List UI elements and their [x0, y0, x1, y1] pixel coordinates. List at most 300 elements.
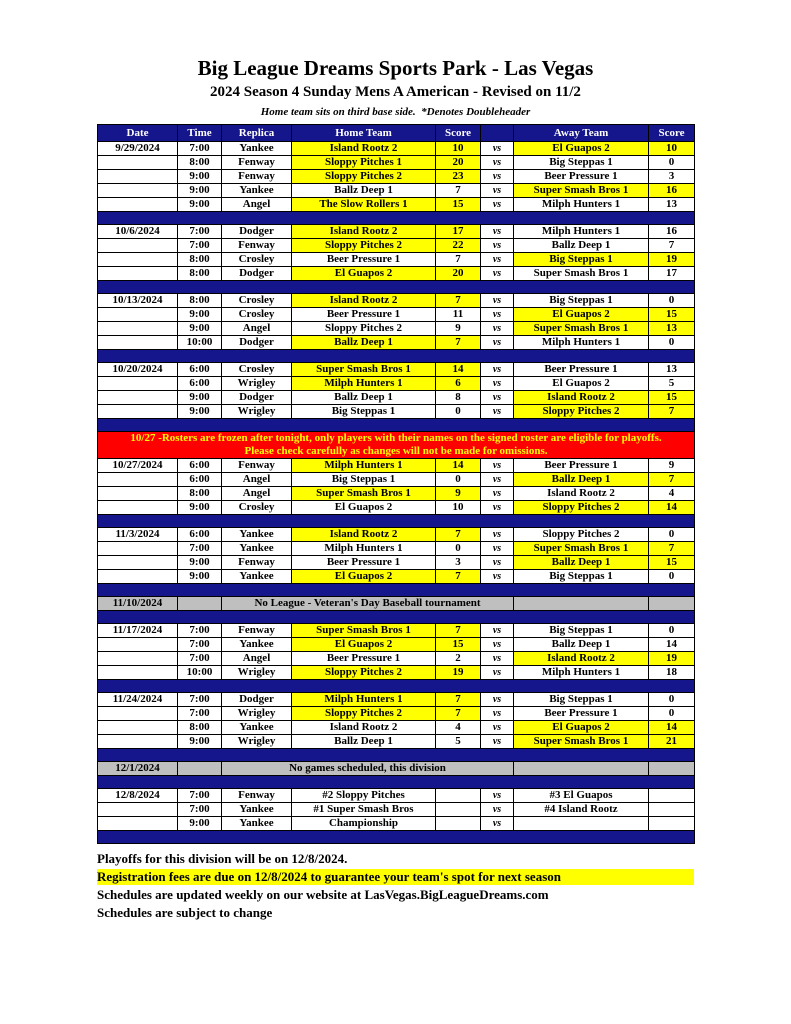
away-score: [649, 803, 695, 817]
away-team: Beer Pressure 1: [514, 707, 649, 721]
game-date: [98, 239, 178, 253]
game-replica: Fenway: [222, 459, 292, 473]
away-score: 0: [649, 528, 695, 542]
home-score: 7: [436, 570, 481, 584]
game-row: [98, 336, 695, 350]
vs-label: vs: [481, 142, 514, 156]
game-time: 7:00: [178, 789, 222, 803]
divider-bar: [98, 611, 695, 624]
roster-freeze-line1: 10/27 -Rosters are frozen after tonight, only players with their names on the signed roster are eligible for playoffs.: [130, 432, 662, 444]
home-score: 5: [436, 735, 481, 749]
divider-bar: [98, 281, 695, 294]
away-score: 15: [649, 308, 695, 322]
home-team: El Guapos 2: [292, 570, 436, 584]
home-score: 7: [436, 294, 481, 308]
section-divider: [98, 419, 695, 432]
game-row: [98, 170, 695, 184]
game-replica: Yankee: [222, 528, 292, 542]
home-score: [436, 817, 481, 831]
section-divider: [98, 212, 695, 225]
game-time: 7:00: [178, 142, 222, 156]
game-time: 9:00: [178, 405, 222, 419]
vs-label: vs: [481, 693, 514, 707]
col-header-score: Score: [436, 125, 481, 142]
vs-label: vs: [481, 501, 514, 515]
game-replica: Dodger: [222, 267, 292, 281]
game-date: [98, 666, 178, 680]
away-score: 0: [649, 294, 695, 308]
home-team: Milph Hunters 1: [292, 693, 436, 707]
away-team: Big Steppas 1: [514, 624, 649, 638]
home-team: The Slow Rollers 1: [292, 198, 436, 212]
game-date: [98, 184, 178, 198]
game-replica: Crosley: [222, 294, 292, 308]
away-team: El Guapos 2: [514, 308, 649, 322]
game-row: [98, 735, 695, 749]
home-score: 7: [436, 693, 481, 707]
home-team: Championship: [292, 817, 436, 831]
vs-label: vs: [481, 624, 514, 638]
away-score: 15: [649, 391, 695, 405]
page-title: Big League Dreams Sports Park - Las Vegas: [197, 56, 594, 80]
game-replica: Dodger: [222, 336, 292, 350]
game-row: [98, 405, 695, 419]
game-date: [98, 570, 178, 584]
section-divider: [98, 776, 695, 789]
away-score: 13: [649, 363, 695, 377]
game-replica: Dodger: [222, 693, 292, 707]
away-score: 5: [649, 377, 695, 391]
home-team: Milph Hunters 1: [292, 542, 436, 556]
game-replica: Dodger: [222, 391, 292, 405]
game-row: [98, 652, 695, 666]
home-score: 20: [436, 267, 481, 281]
game-row: [98, 693, 695, 707]
home-team: El Guapos 2: [292, 267, 436, 281]
home-score: 23: [436, 170, 481, 184]
home-team: Sloppy Pitches 2: [292, 666, 436, 680]
game-time: 9:00: [178, 322, 222, 336]
game-date: [98, 267, 178, 281]
section-divider: [98, 680, 695, 693]
game-time: 8:00: [178, 253, 222, 267]
game-replica: Dodger: [222, 225, 292, 239]
away-team: Island Rootz 2: [514, 652, 649, 666]
home-score: 3: [436, 556, 481, 570]
home-score: 22: [436, 239, 481, 253]
vs-label: vs: [481, 253, 514, 267]
game-row: [98, 638, 695, 652]
game-time: 6:00: [178, 377, 222, 391]
away-team: El Guapos 2: [514, 142, 649, 156]
away-team: Big Steppas 1: [514, 253, 649, 267]
game-date: [98, 405, 178, 419]
away-team: Milph Hunters 1: [514, 336, 649, 350]
vs-label: vs: [481, 652, 514, 666]
home-team: Beer Pressure 1: [292, 308, 436, 322]
away-score: 0: [649, 336, 695, 350]
game-replica: Yankee: [222, 817, 292, 831]
game-replica: Yankee: [222, 638, 292, 652]
game-row: [98, 225, 695, 239]
game-replica: Yankee: [222, 142, 292, 156]
divider-bar: [98, 350, 695, 363]
away-team: Big Steppas 1: [514, 294, 649, 308]
section-divider: [98, 350, 695, 363]
home-score: 9: [436, 322, 481, 336]
away-team: Beer Pressure 1: [514, 170, 649, 184]
game-time: 7:00: [178, 803, 222, 817]
home-team: #2 Sloppy Pitches: [292, 789, 436, 803]
game-time: 7:00: [178, 225, 222, 239]
website-note: Schedules are updated weekly on our website at LasVegas.BigLeagueDreams.com: [97, 887, 549, 902]
away-score: 0: [649, 624, 695, 638]
home-score: 4: [436, 721, 481, 735]
game-time: 7:00: [178, 652, 222, 666]
vs-label: vs: [481, 363, 514, 377]
vs-label: vs: [481, 377, 514, 391]
notice-away-cell: [514, 597, 649, 611]
section-divider: [98, 515, 695, 528]
away-team: Super Smash Bros 1: [514, 322, 649, 336]
game-replica: Fenway: [222, 789, 292, 803]
game-time: 6:00: [178, 473, 222, 487]
away-team: Milph Hunters 1: [514, 198, 649, 212]
game-time: 8:00: [178, 156, 222, 170]
home-team: Island Rootz 2: [292, 721, 436, 735]
vs-label: vs: [481, 198, 514, 212]
game-row: [98, 570, 695, 584]
away-team: [514, 817, 649, 831]
game-date: [98, 253, 178, 267]
home-score: 8: [436, 391, 481, 405]
vs-label: vs: [481, 570, 514, 584]
notice-row: [98, 597, 695, 611]
game-date: [98, 542, 178, 556]
notice-score-cell: [649, 597, 695, 611]
home-score: 15: [436, 638, 481, 652]
home-team: Sloppy Pitches 2: [292, 707, 436, 721]
vs-label: vs: [481, 817, 514, 831]
game-replica: Wrigley: [222, 377, 292, 391]
game-time: 8:00: [178, 294, 222, 308]
away-score: 7: [649, 405, 695, 419]
home-score: 0: [436, 405, 481, 419]
game-row: [98, 721, 695, 735]
vs-label: vs: [481, 322, 514, 336]
game-replica: Wrigley: [222, 707, 292, 721]
col-header-away-team: Away Team: [514, 125, 649, 142]
away-score: 17: [649, 267, 695, 281]
game-time: 9:00: [178, 308, 222, 322]
game-date: [98, 336, 178, 350]
home-team: Sloppy Pitches 2: [292, 170, 436, 184]
game-time: 9:00: [178, 570, 222, 584]
home-score: 20: [436, 156, 481, 170]
game-row: [98, 666, 695, 680]
home-team: Ballz Deep 1: [292, 735, 436, 749]
game-time: 6:00: [178, 528, 222, 542]
game-time: 10:00: [178, 336, 222, 350]
game-time: 9:00: [178, 501, 222, 515]
game-time: 9:00: [178, 817, 222, 831]
game-date: [98, 198, 178, 212]
vs-label: vs: [481, 735, 514, 749]
home-score: 10: [436, 142, 481, 156]
vs-label: vs: [481, 336, 514, 350]
game-time: 9:00: [178, 198, 222, 212]
away-team: Super Smash Bros 1: [514, 542, 649, 556]
home-team: El Guapos 2: [292, 501, 436, 515]
away-score: [649, 817, 695, 831]
notice-text: No games scheduled, this division: [222, 762, 514, 776]
game-row: [98, 322, 695, 336]
home-team: Big Steppas 1: [292, 405, 436, 419]
away-score: 10: [649, 142, 695, 156]
section-divider: [98, 749, 695, 762]
home-team: #1 Super Smash Bros: [292, 803, 436, 817]
home-score: [436, 803, 481, 817]
game-date: [98, 501, 178, 515]
game-time: 8:00: [178, 487, 222, 501]
vs-label: vs: [481, 405, 514, 419]
home-team: Island Rootz 2: [292, 142, 436, 156]
home-score: 15: [436, 198, 481, 212]
home-team: Beer Pressure 1: [292, 652, 436, 666]
home-team: Island Rootz 2: [292, 528, 436, 542]
game-row: [98, 528, 695, 542]
notice-time-cell: [178, 762, 222, 776]
vs-label: vs: [481, 294, 514, 308]
game-row: [98, 789, 695, 803]
game-date: [98, 473, 178, 487]
away-score: 16: [649, 225, 695, 239]
vs-label: vs: [481, 721, 514, 735]
game-time: 8:00: [178, 267, 222, 281]
home-team: Beer Pressure 1: [292, 556, 436, 570]
home-score: 6: [436, 377, 481, 391]
away-score: [649, 789, 695, 803]
game-date: 10/6/2024: [98, 225, 178, 239]
home-score: 9: [436, 487, 481, 501]
home-team: Super Smash Bros 1: [292, 487, 436, 501]
game-replica: Yankee: [222, 184, 292, 198]
away-score: 0: [649, 707, 695, 721]
away-team: Ballz Deep 1: [514, 239, 649, 253]
away-score: 21: [649, 735, 695, 749]
home-team: Island Rootz 2: [292, 225, 436, 239]
col-header-replica: Replica: [222, 125, 292, 142]
game-date: [98, 652, 178, 666]
away-score: 18: [649, 666, 695, 680]
game-time: 7:00: [178, 542, 222, 556]
game-time: 6:00: [178, 363, 222, 377]
away-score: 7: [649, 542, 695, 556]
schedule-table-body: [98, 142, 695, 844]
notice-date: 11/10/2024: [98, 597, 178, 611]
home-team: Island Rootz 2: [292, 294, 436, 308]
away-team: #3 El Guapos: [514, 789, 649, 803]
game-time: 9:00: [178, 391, 222, 405]
game-replica: Fenway: [222, 170, 292, 184]
game-replica: Angel: [222, 473, 292, 487]
game-row: [98, 487, 695, 501]
game-date: 10/13/2024: [98, 294, 178, 308]
game-row: [98, 459, 695, 473]
home-score: 10: [436, 501, 481, 515]
game-replica: Angel: [222, 198, 292, 212]
away-score: 7: [649, 239, 695, 253]
game-date: 10/20/2024: [98, 363, 178, 377]
home-score: 7: [436, 253, 481, 267]
playoffs-note: Playoffs for this division will be on 12/8/2024.: [97, 851, 348, 866]
game-row: [98, 198, 695, 212]
game-row: [98, 239, 695, 253]
game-row: [98, 142, 695, 156]
vs-label: vs: [481, 487, 514, 501]
home-score: 7: [436, 707, 481, 721]
away-score: 4: [649, 487, 695, 501]
col-header-date: Date: [98, 125, 178, 142]
vs-label: vs: [481, 267, 514, 281]
vs-label: vs: [481, 556, 514, 570]
away-score: 14: [649, 638, 695, 652]
away-team: Ballz Deep 1: [514, 638, 649, 652]
game-row: [98, 308, 695, 322]
game-row: [98, 501, 695, 515]
away-score: 13: [649, 198, 695, 212]
home-team: Big Steppas 1: [292, 473, 436, 487]
roster-freeze-banner: [98, 432, 695, 459]
section-divider: [98, 281, 695, 294]
game-replica: Fenway: [222, 556, 292, 570]
away-score: 16: [649, 184, 695, 198]
home-team: Ballz Deep 1: [292, 184, 436, 198]
vs-label: vs: [481, 184, 514, 198]
vs-label: vs: [481, 638, 514, 652]
game-date: [98, 170, 178, 184]
notice-date: 12/1/2024: [98, 762, 178, 776]
game-date: [98, 721, 178, 735]
game-replica: Crosley: [222, 363, 292, 377]
game-replica: Crosley: [222, 253, 292, 267]
away-team: Beer Pressure 1: [514, 459, 649, 473]
home-team: Super Smash Bros 1: [292, 624, 436, 638]
game-row: [98, 184, 695, 198]
away-team: Sloppy Pitches 2: [514, 405, 649, 419]
game-replica: Yankee: [222, 721, 292, 735]
away-team: Big Steppas 1: [514, 693, 649, 707]
game-replica: Wrigley: [222, 666, 292, 680]
away-team: El Guapos 2: [514, 377, 649, 391]
vs-label: vs: [481, 391, 514, 405]
game-date: 11/24/2024: [98, 693, 178, 707]
game-replica: Yankee: [222, 542, 292, 556]
home-team: Super Smash Bros 1: [292, 363, 436, 377]
game-date: [98, 556, 178, 570]
game-row: [98, 817, 695, 831]
page-footer: [97, 851, 694, 921]
game-row: [98, 267, 695, 281]
game-replica: Wrigley: [222, 735, 292, 749]
subject-to-change-note: Schedules are subject to change: [97, 905, 273, 920]
game-time: 7:00: [178, 707, 222, 721]
away-team: Island Rootz 2: [514, 487, 649, 501]
page-subtitle: 2024 Season 4 Sunday Mens A American - Revised on 11/2: [210, 84, 581, 100]
game-row: [98, 556, 695, 570]
away-score: 0: [649, 693, 695, 707]
divider-bar: [98, 831, 695, 844]
game-time: 8:00: [178, 721, 222, 735]
away-score: 9: [649, 459, 695, 473]
col-header-vs: [481, 125, 514, 142]
away-team: Milph Hunters 1: [514, 666, 649, 680]
notice-score-cell: [649, 762, 695, 776]
game-replica: Crosley: [222, 308, 292, 322]
vs-label: vs: [481, 789, 514, 803]
home-score: 11: [436, 308, 481, 322]
col-header-score: Score: [649, 125, 695, 142]
game-date: [98, 308, 178, 322]
vs-label: vs: [481, 225, 514, 239]
vs-label: vs: [481, 156, 514, 170]
away-team: #4 Island Rootz: [514, 803, 649, 817]
game-date: 9/29/2024: [98, 142, 178, 156]
away-team: Sloppy Pitches 2: [514, 501, 649, 515]
vs-label: vs: [481, 803, 514, 817]
roster-freeze-line2: Please check carefully as changes will not be made for omissions.: [244, 445, 548, 457]
game-replica: Fenway: [222, 624, 292, 638]
divider-bar: [98, 776, 695, 789]
game-date: 11/17/2024: [98, 624, 178, 638]
away-team: Super Smash Bros 1: [514, 735, 649, 749]
vs-label: vs: [481, 170, 514, 184]
vs-label: vs: [481, 707, 514, 721]
vs-label: vs: [481, 528, 514, 542]
home-team: Beer Pressure 1: [292, 253, 436, 267]
home-team: Sloppy Pitches 2: [292, 322, 436, 336]
home-score: 7: [436, 624, 481, 638]
vs-label: vs: [481, 473, 514, 487]
section-divider: [98, 611, 695, 624]
game-date: [98, 638, 178, 652]
vs-label: vs: [481, 239, 514, 253]
game-date: [98, 487, 178, 501]
divider-bar: [98, 515, 695, 528]
notice-away-cell: [514, 762, 649, 776]
game-replica: Wrigley: [222, 405, 292, 419]
home-team: Ballz Deep 1: [292, 336, 436, 350]
away-score: 19: [649, 253, 695, 267]
divider-bar: [98, 749, 695, 762]
game-row: [98, 803, 695, 817]
section-divider: [98, 831, 695, 844]
roster-freeze-text: [98, 432, 695, 459]
home-team: Sloppy Pitches 1: [292, 156, 436, 170]
game-replica: Angel: [222, 322, 292, 336]
home-score: 0: [436, 473, 481, 487]
game-row: [98, 391, 695, 405]
game-row: [98, 294, 695, 308]
game-row: [98, 624, 695, 638]
divider-bar: [98, 584, 695, 597]
game-date: [98, 735, 178, 749]
game-time: 7:00: [178, 638, 222, 652]
home-score: 7: [436, 184, 481, 198]
game-date: [98, 803, 178, 817]
away-team: Sloppy Pitches 2: [514, 528, 649, 542]
divider-bar: [98, 212, 695, 225]
